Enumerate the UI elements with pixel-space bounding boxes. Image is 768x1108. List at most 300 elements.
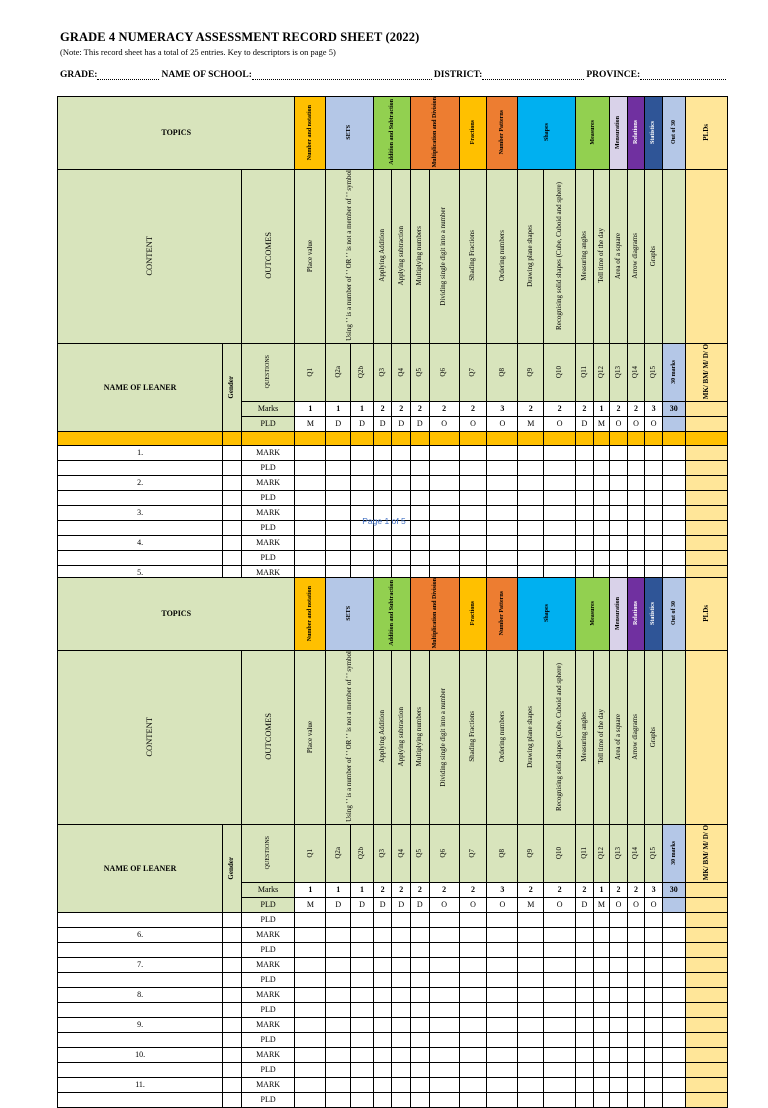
- score-cell[interactable]: [351, 928, 374, 943]
- score-cell[interactable]: [576, 958, 594, 973]
- score-cell[interactable]: [295, 973, 326, 988]
- score-cell[interactable]: [518, 476, 544, 491]
- total-cell[interactable]: [662, 913, 685, 928]
- score-cell[interactable]: [326, 973, 351, 988]
- total-cell[interactable]: [662, 491, 685, 506]
- score-cell[interactable]: [487, 476, 518, 491]
- score-cell[interactable]: [373, 973, 392, 988]
- score-cell[interactable]: [411, 491, 430, 506]
- plds-cell[interactable]: [685, 988, 727, 1003]
- score-cell[interactable]: [411, 461, 430, 476]
- score-cell[interactable]: [295, 988, 326, 1003]
- score-cell[interactable]: [295, 446, 326, 461]
- score-cell[interactable]: [326, 958, 351, 973]
- score-cell[interactable]: [518, 536, 544, 551]
- score-cell[interactable]: [429, 988, 459, 1003]
- score-cell[interactable]: [295, 476, 326, 491]
- score-cell[interactable]: [392, 1033, 411, 1048]
- score-cell[interactable]: [544, 1018, 576, 1033]
- score-cell[interactable]: [645, 491, 663, 506]
- score-cell[interactable]: [593, 958, 610, 973]
- learner-name-cell[interactable]: [58, 943, 223, 958]
- plds-cell[interactable]: [685, 1078, 727, 1093]
- score-cell[interactable]: [429, 913, 459, 928]
- plds-cell[interactable]: [685, 1093, 727, 1108]
- score-cell[interactable]: [373, 928, 392, 943]
- score-cell[interactable]: [645, 1033, 663, 1048]
- total-cell[interactable]: [662, 943, 685, 958]
- score-cell[interactable]: [295, 913, 326, 928]
- score-cell[interactable]: [351, 491, 374, 506]
- plds-cell[interactable]: [685, 551, 727, 566]
- score-cell[interactable]: [373, 461, 392, 476]
- score-cell[interactable]: [392, 913, 411, 928]
- score-cell[interactable]: [351, 1078, 374, 1093]
- score-cell[interactable]: [373, 1003, 392, 1018]
- score-cell[interactable]: [429, 1018, 459, 1033]
- score-cell[interactable]: [610, 913, 628, 928]
- score-cell[interactable]: [429, 1033, 459, 1048]
- score-cell[interactable]: [295, 958, 326, 973]
- score-cell[interactable]: [351, 1048, 374, 1063]
- score-cell[interactable]: [645, 536, 663, 551]
- gender-cell[interactable]: [223, 943, 242, 958]
- district-field[interactable]: [482, 71, 584, 80]
- learner-name-cell[interactable]: [58, 1033, 223, 1048]
- gender-cell[interactable]: [223, 536, 242, 551]
- score-cell[interactable]: [295, 461, 326, 476]
- score-cell[interactable]: [392, 446, 411, 461]
- score-cell[interactable]: [487, 943, 518, 958]
- score-cell[interactable]: [487, 1003, 518, 1018]
- score-cell[interactable]: [295, 1093, 326, 1108]
- score-cell[interactable]: [373, 1033, 392, 1048]
- plds-cell[interactable]: [685, 1033, 727, 1048]
- score-cell[interactable]: [373, 1078, 392, 1093]
- learner-name-cell[interactable]: [58, 461, 223, 476]
- total-cell[interactable]: [662, 928, 685, 943]
- score-cell[interactable]: [610, 1003, 628, 1018]
- score-cell[interactable]: [518, 551, 544, 566]
- score-cell[interactable]: [610, 958, 628, 973]
- score-cell[interactable]: [544, 943, 576, 958]
- gender-cell[interactable]: [223, 551, 242, 566]
- score-cell[interactable]: [459, 913, 487, 928]
- score-cell[interactable]: [610, 551, 628, 566]
- score-cell[interactable]: [429, 551, 459, 566]
- learner-name-cell[interactable]: [58, 1063, 223, 1078]
- score-cell[interactable]: [593, 536, 610, 551]
- score-cell[interactable]: [576, 913, 594, 928]
- score-cell[interactable]: [487, 1048, 518, 1063]
- score-cell[interactable]: [487, 1018, 518, 1033]
- total-cell[interactable]: [662, 1003, 685, 1018]
- score-cell[interactable]: [459, 1063, 487, 1078]
- score-cell[interactable]: [351, 943, 374, 958]
- learner-name-cell[interactable]: [58, 551, 223, 566]
- score-cell[interactable]: [645, 913, 663, 928]
- total-cell[interactable]: [662, 1063, 685, 1078]
- score-cell[interactable]: [518, 1078, 544, 1093]
- score-cell[interactable]: [627, 461, 645, 476]
- score-cell[interactable]: [373, 551, 392, 566]
- score-cell[interactable]: [459, 446, 487, 461]
- score-cell[interactable]: [295, 1078, 326, 1093]
- score-cell[interactable]: [326, 928, 351, 943]
- score-cell[interactable]: [392, 1048, 411, 1063]
- score-cell[interactable]: [459, 1093, 487, 1108]
- score-cell[interactable]: [487, 973, 518, 988]
- total-cell[interactable]: [662, 446, 685, 461]
- score-cell[interactable]: [487, 536, 518, 551]
- score-cell[interactable]: [351, 1093, 374, 1108]
- plds-cell[interactable]: [685, 943, 727, 958]
- score-cell[interactable]: [351, 461, 374, 476]
- score-cell[interactable]: [627, 1003, 645, 1018]
- score-cell[interactable]: [544, 913, 576, 928]
- learner-name-cell[interactable]: 10.: [58, 1048, 223, 1063]
- score-cell[interactable]: [610, 1048, 628, 1063]
- score-cell[interactable]: [326, 1048, 351, 1063]
- province-field[interactable]: [640, 71, 726, 80]
- score-cell[interactable]: [610, 1018, 628, 1033]
- learner-name-cell[interactable]: 6.: [58, 928, 223, 943]
- score-cell[interactable]: [429, 446, 459, 461]
- score-cell[interactable]: [645, 943, 663, 958]
- score-cell[interactable]: [429, 461, 459, 476]
- learner-name-cell[interactable]: 11.: [58, 1078, 223, 1093]
- score-cell[interactable]: [593, 1033, 610, 1048]
- score-cell[interactable]: [593, 973, 610, 988]
- score-cell[interactable]: [645, 476, 663, 491]
- score-cell[interactable]: [627, 536, 645, 551]
- score-cell[interactable]: [392, 1078, 411, 1093]
- score-cell[interactable]: [411, 1063, 430, 1078]
- score-cell[interactable]: [576, 1003, 594, 1018]
- score-cell[interactable]: [373, 491, 392, 506]
- score-cell[interactable]: [459, 1078, 487, 1093]
- score-cell[interactable]: [627, 1018, 645, 1033]
- score-cell[interactable]: [351, 1003, 374, 1018]
- score-cell[interactable]: [518, 446, 544, 461]
- learner-name-cell[interactable]: 1.: [58, 446, 223, 461]
- score-cell[interactable]: [544, 446, 576, 461]
- score-cell[interactable]: [459, 476, 487, 491]
- score-cell[interactable]: [459, 551, 487, 566]
- total-cell[interactable]: [662, 536, 685, 551]
- score-cell[interactable]: [326, 988, 351, 1003]
- score-cell[interactable]: [593, 446, 610, 461]
- score-cell[interactable]: [459, 461, 487, 476]
- score-cell[interactable]: [487, 958, 518, 973]
- total-cell[interactable]: [662, 958, 685, 973]
- score-cell[interactable]: [627, 446, 645, 461]
- score-cell[interactable]: [373, 1063, 392, 1078]
- score-cell[interactable]: [326, 551, 351, 566]
- score-cell[interactable]: [610, 988, 628, 1003]
- score-cell[interactable]: [518, 958, 544, 973]
- score-cell[interactable]: [411, 928, 430, 943]
- score-cell[interactable]: [351, 476, 374, 491]
- score-cell[interactable]: [392, 928, 411, 943]
- score-cell[interactable]: [429, 928, 459, 943]
- score-cell[interactable]: [593, 913, 610, 928]
- score-cell[interactable]: [411, 446, 430, 461]
- gender-cell[interactable]: [223, 1063, 242, 1078]
- score-cell[interactable]: [544, 1093, 576, 1108]
- total-cell[interactable]: [662, 476, 685, 491]
- score-cell[interactable]: [487, 928, 518, 943]
- score-cell[interactable]: [627, 913, 645, 928]
- score-cell[interactable]: [544, 491, 576, 506]
- score-cell[interactable]: [392, 943, 411, 958]
- score-cell[interactable]: [544, 973, 576, 988]
- score-cell[interactable]: [610, 461, 628, 476]
- score-cell[interactable]: [392, 1093, 411, 1108]
- score-cell[interactable]: [411, 1078, 430, 1093]
- score-cell[interactable]: [518, 1063, 544, 1078]
- score-cell[interactable]: [429, 1063, 459, 1078]
- plds-cell[interactable]: [685, 1048, 727, 1063]
- score-cell[interactable]: [326, 461, 351, 476]
- score-cell[interactable]: [645, 446, 663, 461]
- score-cell[interactable]: [645, 551, 663, 566]
- score-cell[interactable]: [544, 1048, 576, 1063]
- total-cell[interactable]: [662, 1018, 685, 1033]
- score-cell[interactable]: [610, 1063, 628, 1078]
- score-cell[interactable]: [544, 536, 576, 551]
- score-cell[interactable]: [518, 1003, 544, 1018]
- score-cell[interactable]: [645, 1063, 663, 1078]
- score-cell[interactable]: [627, 491, 645, 506]
- score-cell[interactable]: [610, 928, 628, 943]
- score-cell[interactable]: [645, 958, 663, 973]
- score-cell[interactable]: [351, 988, 374, 1003]
- score-cell[interactable]: [459, 988, 487, 1003]
- score-cell[interactable]: [411, 1048, 430, 1063]
- school-field[interactable]: [252, 71, 432, 80]
- score-cell[interactable]: [295, 1003, 326, 1018]
- total-cell[interactable]: [662, 1048, 685, 1063]
- score-cell[interactable]: [351, 446, 374, 461]
- score-cell[interactable]: [518, 1033, 544, 1048]
- gender-cell[interactable]: [223, 1093, 242, 1108]
- score-cell[interactable]: [645, 461, 663, 476]
- score-cell[interactable]: [459, 1033, 487, 1048]
- score-cell[interactable]: [326, 1078, 351, 1093]
- total-cell[interactable]: [662, 1093, 685, 1108]
- score-cell[interactable]: [518, 928, 544, 943]
- score-cell[interactable]: [373, 943, 392, 958]
- score-cell[interactable]: [627, 551, 645, 566]
- score-cell[interactable]: [593, 943, 610, 958]
- plds-cell[interactable]: [685, 1018, 727, 1033]
- score-cell[interactable]: [351, 1063, 374, 1078]
- score-cell[interactable]: [326, 1018, 351, 1033]
- gender-cell[interactable]: [223, 461, 242, 476]
- score-cell[interactable]: [459, 491, 487, 506]
- score-cell[interactable]: [645, 1093, 663, 1108]
- score-cell[interactable]: [373, 913, 392, 928]
- score-cell[interactable]: [627, 973, 645, 988]
- gender-cell[interactable]: [223, 1003, 242, 1018]
- total-cell[interactable]: [662, 1033, 685, 1048]
- plds-cell[interactable]: [685, 1003, 727, 1018]
- score-cell[interactable]: [295, 1033, 326, 1048]
- score-cell[interactable]: [411, 913, 430, 928]
- score-cell[interactable]: [459, 536, 487, 551]
- score-cell[interactable]: [392, 958, 411, 973]
- learner-name-cell[interactable]: [58, 491, 223, 506]
- score-cell[interactable]: [429, 476, 459, 491]
- score-cell[interactable]: [544, 551, 576, 566]
- score-cell[interactable]: [544, 1078, 576, 1093]
- gender-cell[interactable]: [223, 491, 242, 506]
- score-cell[interactable]: [576, 551, 594, 566]
- score-cell[interactable]: [459, 973, 487, 988]
- score-cell[interactable]: [627, 476, 645, 491]
- score-cell[interactable]: [487, 1063, 518, 1078]
- score-cell[interactable]: [576, 461, 594, 476]
- score-cell[interactable]: [459, 928, 487, 943]
- score-cell[interactable]: [411, 476, 430, 491]
- score-cell[interactable]: [518, 491, 544, 506]
- score-cell[interactable]: [645, 988, 663, 1003]
- score-cell[interactable]: [593, 1003, 610, 1018]
- score-cell[interactable]: [326, 1033, 351, 1048]
- score-cell[interactable]: [392, 1063, 411, 1078]
- score-cell[interactable]: [576, 536, 594, 551]
- plds-cell[interactable]: [685, 973, 727, 988]
- gender-cell[interactable]: [223, 913, 242, 928]
- score-cell[interactable]: [392, 988, 411, 1003]
- score-cell[interactable]: [576, 1048, 594, 1063]
- score-cell[interactable]: [593, 1063, 610, 1078]
- score-cell[interactable]: [392, 461, 411, 476]
- score-cell[interactable]: [459, 958, 487, 973]
- score-cell[interactable]: [326, 536, 351, 551]
- plds-cell[interactable]: [685, 928, 727, 943]
- score-cell[interactable]: [459, 943, 487, 958]
- score-cell[interactable]: [487, 1078, 518, 1093]
- score-cell[interactable]: [459, 1018, 487, 1033]
- score-cell[interactable]: [544, 1003, 576, 1018]
- score-cell[interactable]: [429, 536, 459, 551]
- score-cell[interactable]: [373, 958, 392, 973]
- score-cell[interactable]: [429, 1078, 459, 1093]
- score-cell[interactable]: [487, 491, 518, 506]
- learner-name-cell[interactable]: [58, 913, 223, 928]
- score-cell[interactable]: [411, 1033, 430, 1048]
- score-cell[interactable]: [576, 1093, 594, 1108]
- score-cell[interactable]: [487, 1033, 518, 1048]
- score-cell[interactable]: [373, 988, 392, 1003]
- gender-cell[interactable]: [223, 476, 242, 491]
- score-cell[interactable]: [593, 461, 610, 476]
- gender-cell[interactable]: [223, 1033, 242, 1048]
- score-cell[interactable]: [429, 491, 459, 506]
- score-cell[interactable]: [295, 1018, 326, 1033]
- score-cell[interactable]: [593, 491, 610, 506]
- score-cell[interactable]: [326, 491, 351, 506]
- score-cell[interactable]: [610, 943, 628, 958]
- score-cell[interactable]: [518, 943, 544, 958]
- total-cell[interactable]: [662, 973, 685, 988]
- score-cell[interactable]: [487, 446, 518, 461]
- score-cell[interactable]: [392, 973, 411, 988]
- score-cell[interactable]: [576, 1078, 594, 1093]
- score-cell[interactable]: [593, 1048, 610, 1063]
- score-cell[interactable]: [487, 913, 518, 928]
- score-cell[interactable]: [610, 973, 628, 988]
- score-cell[interactable]: [295, 928, 326, 943]
- gender-cell[interactable]: [223, 1018, 242, 1033]
- score-cell[interactable]: [326, 913, 351, 928]
- score-cell[interactable]: [326, 1063, 351, 1078]
- score-cell[interactable]: [576, 943, 594, 958]
- score-cell[interactable]: [487, 988, 518, 1003]
- score-cell[interactable]: [610, 1078, 628, 1093]
- score-cell[interactable]: [487, 551, 518, 566]
- score-cell[interactable]: [392, 476, 411, 491]
- plds-cell[interactable]: [685, 491, 727, 506]
- score-cell[interactable]: [576, 973, 594, 988]
- score-cell[interactable]: [544, 928, 576, 943]
- score-cell[interactable]: [373, 1093, 392, 1108]
- score-cell[interactable]: [627, 943, 645, 958]
- score-cell[interactable]: [627, 988, 645, 1003]
- score-cell[interactable]: [392, 536, 411, 551]
- score-cell[interactable]: [429, 943, 459, 958]
- score-cell[interactable]: [576, 446, 594, 461]
- total-cell[interactable]: [662, 461, 685, 476]
- score-cell[interactable]: [295, 1048, 326, 1063]
- plds-cell[interactable]: [685, 958, 727, 973]
- score-cell[interactable]: [351, 973, 374, 988]
- gender-cell[interactable]: [223, 446, 242, 461]
- learner-name-cell[interactable]: 3.: [58, 506, 223, 521]
- score-cell[interactable]: [411, 988, 430, 1003]
- score-cell[interactable]: [411, 958, 430, 973]
- score-cell[interactable]: [645, 928, 663, 943]
- score-cell[interactable]: [373, 446, 392, 461]
- score-cell[interactable]: [593, 1078, 610, 1093]
- score-cell[interactable]: [392, 1018, 411, 1033]
- score-cell[interactable]: [544, 1063, 576, 1078]
- score-cell[interactable]: [373, 1018, 392, 1033]
- score-cell[interactable]: [429, 958, 459, 973]
- plds-cell[interactable]: [685, 476, 727, 491]
- score-cell[interactable]: [373, 536, 392, 551]
- score-cell[interactable]: [411, 551, 430, 566]
- score-cell[interactable]: [610, 446, 628, 461]
- score-cell[interactable]: [627, 1093, 645, 1108]
- gender-cell[interactable]: [223, 973, 242, 988]
- score-cell[interactable]: [576, 988, 594, 1003]
- plds-cell[interactable]: [685, 446, 727, 461]
- score-cell[interactable]: [392, 551, 411, 566]
- score-cell[interactable]: [645, 1018, 663, 1033]
- score-cell[interactable]: [610, 536, 628, 551]
- plds-cell[interactable]: [685, 536, 727, 551]
- score-cell[interactable]: [576, 491, 594, 506]
- score-cell[interactable]: [544, 958, 576, 973]
- score-cell[interactable]: [544, 461, 576, 476]
- score-cell[interactable]: [295, 491, 326, 506]
- score-cell[interactable]: [429, 1048, 459, 1063]
- score-cell[interactable]: [487, 461, 518, 476]
- score-cell[interactable]: [351, 958, 374, 973]
